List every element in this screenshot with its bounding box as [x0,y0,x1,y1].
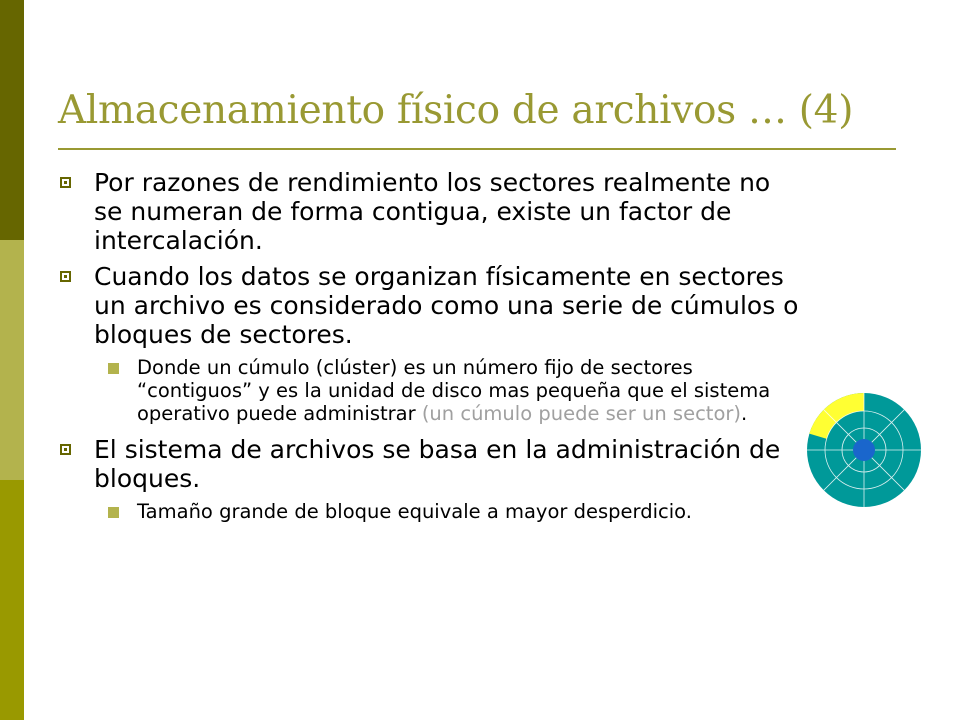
sub-bullet-square-icon [108,363,119,374]
bullet-text: Cuando los datos se organizan físicamente en sectores un archivo es considerado como una serie de cúmulos o bloques de sectores. [94,262,799,349]
bullet-square-icon [60,444,71,455]
sub-bullet-text: Donde un cúmulo (clúster) es un número fijo de sectores “contiguos” y es la unidad de disco mas pequeña que el sistema operativo puede administrar [137,356,771,425]
side-bar-bottom [0,480,24,720]
side-bar-top [0,0,24,240]
disk-sectors-diagram [806,392,922,508]
sub-bullet-cluster-definition [60,356,800,425]
bullet-interleave [60,168,800,255]
side-bar-middle [0,240,24,480]
sub-bullet-square-icon [108,507,119,518]
sub-bullet-block-size [60,500,800,523]
sub-bullet-text: Tamaño grande de bloque equivale a mayor desperdicio. [137,500,692,523]
bullet-blocks [60,435,800,493]
bullet-text: Por razones de rendimiento los sectores realmente no se numeran de forma contigua, existe un factor de intercalación. [94,168,771,255]
sub-bullet-note: (un cúmulo puede ser un sector) [421,402,742,425]
slide-title: Almacenamiento físico de archivos … (4) [58,88,854,133]
bullet-text: El sistema de archivos se basa en la administración de bloques. [94,435,781,493]
title-underline [58,148,896,150]
bullet-square-icon [60,177,71,188]
disk-hub [853,439,875,461]
bullet-square-icon [60,271,71,282]
bullet-clusters [60,262,800,349]
sub-bullet-period: . [741,402,748,425]
slide-content [60,168,800,533]
